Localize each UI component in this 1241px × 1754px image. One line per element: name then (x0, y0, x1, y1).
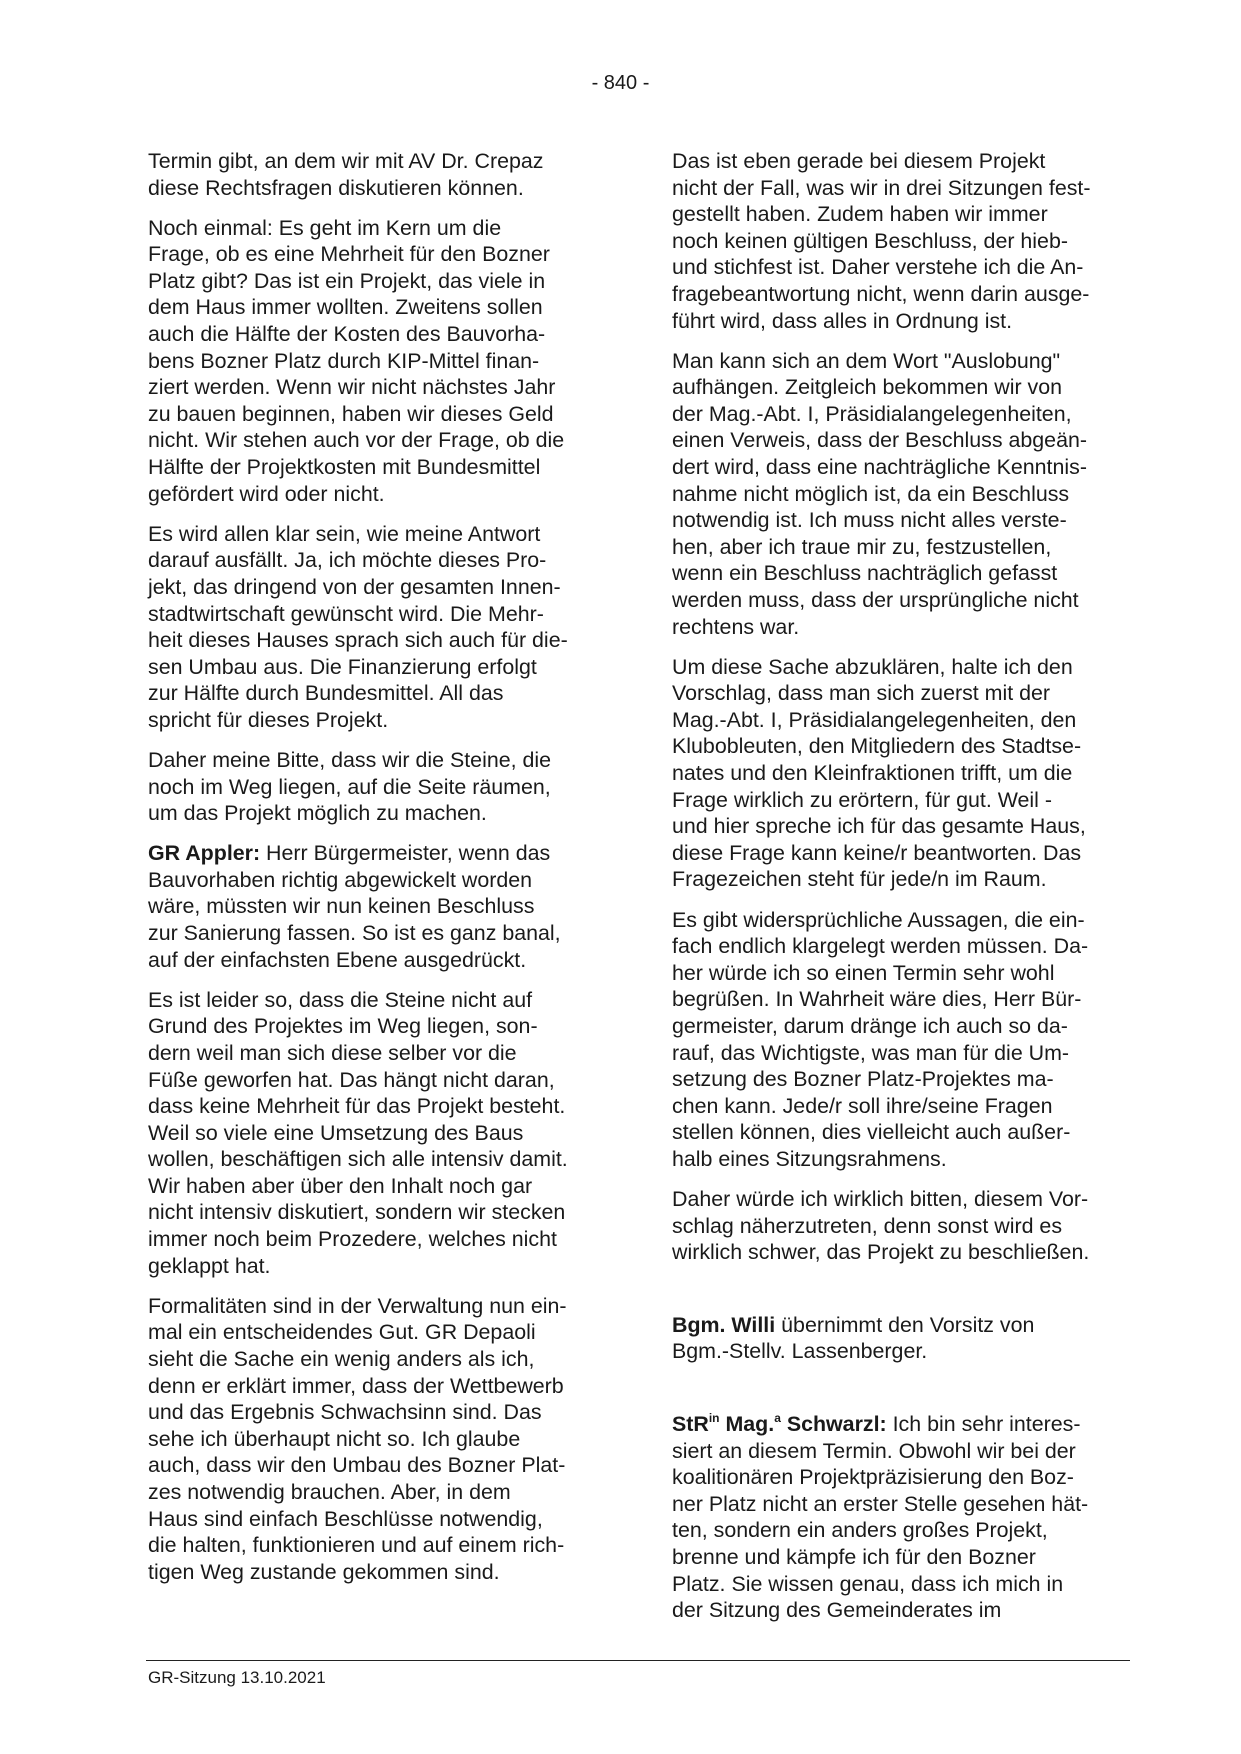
speech-schwarzl (672, 1411, 1132, 1624)
speech-text: Ich bin sehr interes- siert an diesem Termin. Obwohl wir bei der koalitionären Projektpräzisierung den Boz- ner Platz nicht an erster Stelle gesehen hät- ten, sondern ein anders großes Projekt, brenne und kämpfe ich für den Bozner Platz. Sie wissen genau, dass ich mich in der Sitzung des Gemeinderates im (672, 1411, 1089, 1623)
paragraph: Termin gibt, an dem wir mit AV Dr. Crepaz diese Rechtsfragen diskutieren können. (148, 149, 544, 200)
right-column (672, 148, 1132, 1637)
note-text: übernimmt den Vorsitz von Bgm.-Stellv. Lassenberger. (672, 1312, 1035, 1364)
paragraph: Daher würde ich wirklich bitten, diesem Vor- schlag näherzutreten, denn sonst wird es wirklich schwer, das Projekt zu beschließen. (672, 1186, 1090, 1265)
speaker-name: Bgm. Willi (672, 1312, 776, 1337)
paragraph: Es ist leider so, dass die Steine nicht auf Grund des Projektes im Weg liegen, son- dern weil man sich diese selber vor die Füße geworfen hat. Das hängt nicht daran, dass keine Mehrheit für das Projekt besteht. Weil so viele eine Umsetzung des Baus wollen, beschäftigen sich alle intensiv damit. Wir haben aber über den Inhalt noch gar nicht intensiv diskutiert, sondern wir stecken immer noch beim Prozedere, welches nicht geklappt hat. (148, 987, 568, 1278)
paragraph: Formalitäten sind in der Verwaltung nun ein- mal ein entscheidendes Gut. GR Depaoli sieht die Sache ein wenig anders als ich, denn er erklärt immer, dass der Wettbewerb und das Ergebnis Schwachsinn sind. Das sehe ich überhaupt nicht so. Ich glaube auch, dass wir den Umbau des Bozner Plat- zes notwendig brauchen. Aber, in dem Haus sind einfach Beschlüsse notwendig, die halten, funktionieren und auf einem rich- tigen Weg zustande gekommen sind. (148, 1293, 567, 1584)
speech-text: Herr Bürgermeister, wenn das Bauvorhaben richtig abgewickelt worden wäre, müssten wir nun keinen Beschluss zur Sanierung fassen. So ist es ganz banal, auf der einfachsten Ebene ausgedrückt. (148, 841, 561, 972)
paragraph: Daher meine Bitte, dass wir die Steine, die noch im Weg liegen, auf die Seite räumen, um das Projekt möglich zu machen. (148, 747, 552, 826)
paragraph: Man kann sich an dem Wort "Auslobung" aufhängen. Zeitgleich bekommen wir von der Mag.-Abt. I, Präsidialangelegenheiten, einen Verweis, dass der Beschluss abgeän- dert wird, dass eine nachträgliche Kenntnis- nahme nicht möglich ist, da ein Beschluss notwendig ist. Ich muss nicht alles verste- hen, aber ich traue mir zu, festzustellen, wenn ein Beschluss nachträglich gefasst werden muss, dass der ursprüngliche nicht rechtens war. (672, 348, 1087, 639)
speaker-title-suffix: in (708, 1410, 720, 1425)
paragraph: Um diese Sache abzuklären, halte ich den Vorschlag, dass man sich zuerst mit der Mag.-Abt. I, Präsidialangelegenheiten, den Klubobleuten, den Mitgliedern des Stadtse- nates und den Kleinfraktionen trifft, um die Frage wirklich zu erörtern, für gut. Weil - und hier spreche ich für das gesamte Haus, diese Frage kann keine/r beantworten. Das Fragezeichen steht für jede/n im Raum. (672, 654, 1086, 892)
left-column (148, 148, 608, 1599)
footer-session-date: GR-Sitzung 13.10.2021 (148, 1668, 326, 1687)
paragraph: Es gibt widersprüchliche Aussagen, die ein- fach endlich klargelegt werden müssen. Da- her würde ich so einen Termin sehr wohl begrüßen. In Wahrheit wäre dies, Herr Bür- germeister, darum dränge ich auch so da- rauf, das Wichtigste, was man für die Um- setzung des Bozner Platz-Projektes ma- chen kann. Jede/r soll ihre/seine Fragen stellen können, dies vielleicht auch außer- halb eines Sitzungsrahmens. (672, 907, 1089, 1171)
paragraph: Noch einmal: Es geht im Kern um die Frage, ob es eine Mehrheit für den Bozner Platz gibt? Das ist ein Projekt, das viele in dem Haus immer wollten. Zweitens sollen auch die Hälfte der Kosten des Bauvorha- bens Bozner Platz durch KIP-Mittel finan- ziert werden. Wenn wir nicht nächstes Jahr zu bauen beginnen, haben wir dieses Geld nicht. Wir stehen auch vor der Frage, ob die Hälfte der Projektkosten mit Bundesmittel gefördert wird oder nicht. (148, 215, 565, 506)
paragraph: Es wird allen klar sein, wie meine Antwort darauf ausfällt. Ja, ich möchte dieses Pro- jekt, das dringend von der gesamten Innen- stadtwirtschaft gewünscht wird. Die Mehr- heit dieses Hauses sprach sich auch für die- sen Umbau aus. Die Finanzierung erfolgt zur Hälfte durch Bundesmittel. All das spricht für dieses Projekt. (148, 521, 568, 732)
speaker-degree: Mag. (719, 1411, 775, 1436)
speaker-title: StR (672, 1411, 709, 1436)
speaker-degree-suffix: a (774, 1410, 781, 1425)
speaker-surname: Schwarzl: (780, 1411, 887, 1436)
footer-divider (146, 1660, 1130, 1661)
paragraph: Das ist eben gerade bei diesem Projekt nicht der Fall, was wir in drei Sitzungen fest- gestellt haben. Zudem haben wir immer noch keinen gültigen Beschluss, der hieb- und stichfest ist. Daher verstehe ich die An- fragebeantwortung nicht, wenn darin ausge- führt wird, dass alles in Ordnung ist. (672, 149, 1091, 333)
speech-appler (148, 840, 608, 973)
speaker-name (672, 1412, 887, 1436)
page-number: - 840 - (591, 72, 650, 94)
speaker-name: GR Appler: (148, 841, 261, 866)
chair-change-note (672, 1312, 1132, 1365)
